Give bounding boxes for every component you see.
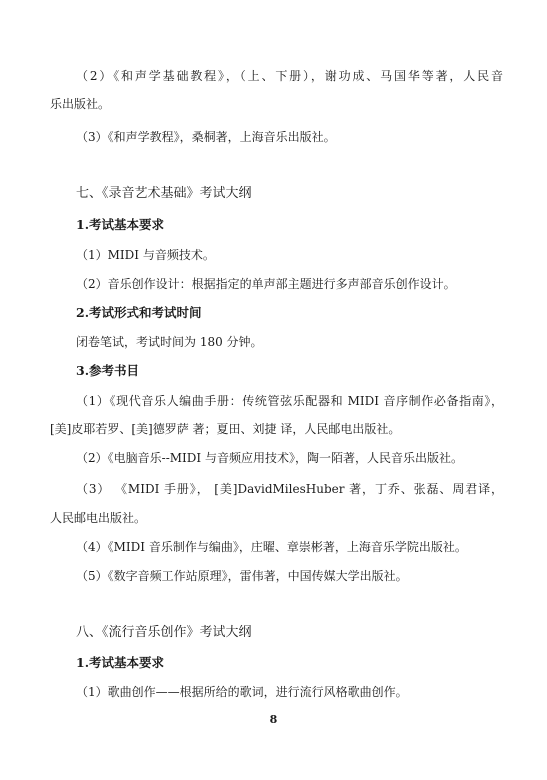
section-heading: 八、《流行音乐创作》考试大纲 [76,625,252,640]
subsection-heading: 1.考试基本要求 [76,217,165,232]
paragraph-line: 闭卷笔试，考试时间为 180 分钟。 [76,335,263,349]
paragraph-line: （4）《MIDI 音乐制作与编曲》，庄曜、章崇彬著，上海音乐学院出版社。 [76,540,467,554]
paragraph-line: （2）《和声学基础教程》，（上、下册），谢功成、马国华等著，人民音 [76,69,503,83]
paragraph-line: 人民邮电出版社。 [50,511,147,525]
section-heading: 七、《录音艺术基础》考试大纲 [76,186,252,201]
paragraph-line: （3）《和声学教程》，桑桐著，上海音乐出版社。 [76,130,336,144]
paragraph-line: [美]皮耶若罗、[美]德罗萨 著；夏田、刘捷 译，人民邮电出版社。 [50,422,401,436]
paragraph-line: （3） 《MIDI 手册》， [美]DavidMilesHuber 著，丁乔、张磊、周君译， [76,482,503,496]
paragraph-line: （1）歌曲创作——根据所给的歌词，进行流行风格歌曲创作。 [76,685,408,699]
subsection-heading: 2.考试形式和考试时间 [76,305,202,320]
paragraph-line: 乐出版社。 [50,97,111,111]
paragraph-line: （1）MIDI 与音频技术。 [76,248,215,262]
subsection-heading: 1.考试基本要求 [76,655,165,670]
page-number: 8 [269,713,278,726]
subsection-heading: 3.参考书目 [76,363,140,378]
paragraph-line: （5）《数字音频工作站原理》，雷伟著，中国传媒大学出版社。 [76,569,408,583]
paragraph-line: （2）音乐创作设计：根据指定的单声部主题进行多声部音乐创作设计。 [76,277,456,291]
paragraph-line: （2）《电脑音乐--MIDI 与音频应用技术》，陶一陌著，人民音乐出版社。 [76,451,463,465]
paragraph-line: （1）《现代音乐人编曲手册：传统管弦乐配器和 MIDI 音序制作必备指南》， [76,394,503,408]
